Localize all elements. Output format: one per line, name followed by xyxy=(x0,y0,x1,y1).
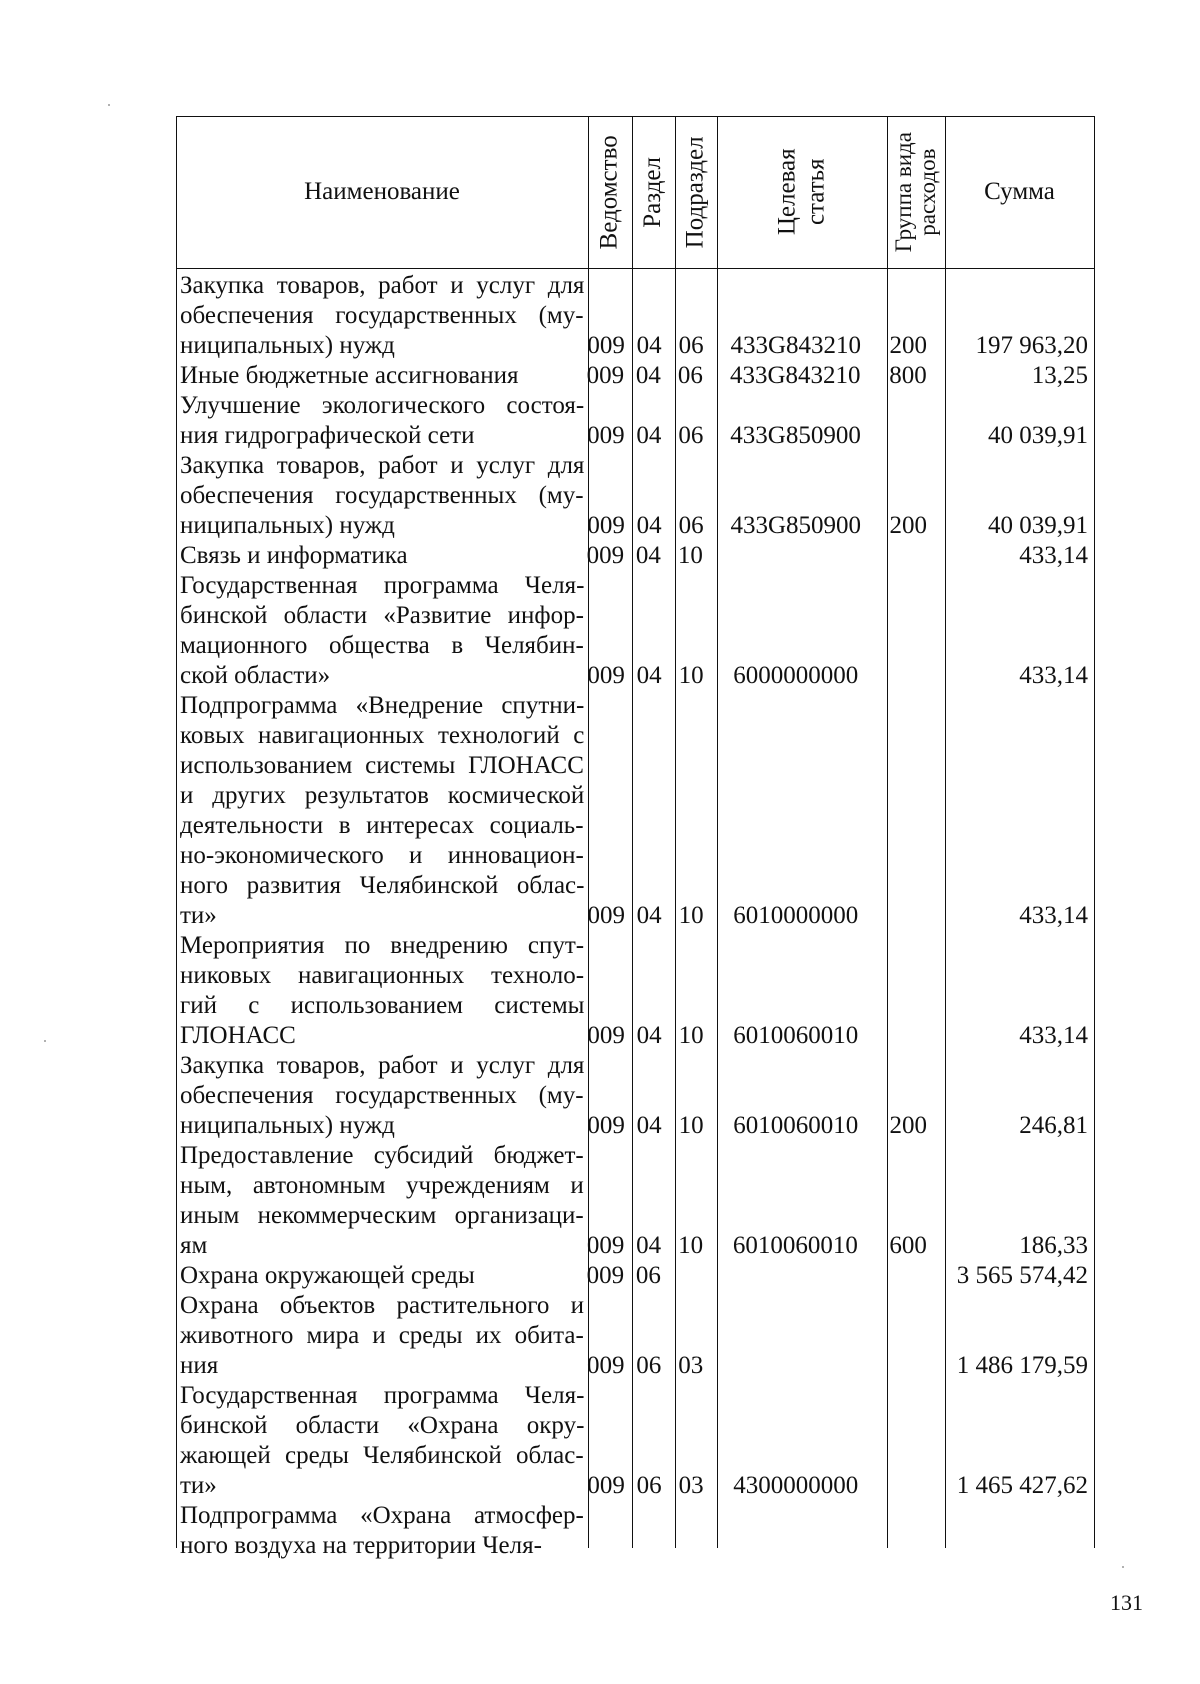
table-row xyxy=(176,1141,1094,1261)
row-podrazdel: 10 xyxy=(678,662,704,689)
header-celevaya-line2: статья xyxy=(801,158,829,226)
row-name xyxy=(176,451,584,541)
row-summa: 1 486 179,59 xyxy=(956,1352,1088,1379)
row-name-line: ти» xyxy=(180,1472,217,1499)
row-razdel: 04 xyxy=(636,422,662,449)
table-row xyxy=(176,1261,1094,1291)
row-name-line: Государственная программа Челя- xyxy=(180,1382,585,1409)
row-summa: 13,25 xyxy=(1031,362,1088,389)
header-bottom-border xyxy=(176,268,1094,269)
row-summa: 433,14 xyxy=(1019,902,1088,929)
row-name-line: ного воздуха на территории Челя- xyxy=(180,1532,542,1559)
row-name-line: Охрана объектов растительного и xyxy=(180,1292,584,1319)
header-summa xyxy=(945,116,1094,268)
header-summa-text: Сумма xyxy=(984,177,1055,205)
page-number: 131 xyxy=(1110,1590,1143,1615)
row-summa: 433,14 xyxy=(1019,542,1088,569)
row-vedomstvo: 009 xyxy=(587,512,625,539)
row-razdel: 04 xyxy=(636,512,662,539)
row-razdel: 04 xyxy=(635,362,661,389)
table-row xyxy=(176,1381,1094,1501)
budget-table xyxy=(176,116,1094,1559)
row-vedomstvo: 009 xyxy=(586,362,625,389)
row-name-line: Закупка товаров, работ и услуг для xyxy=(180,452,585,479)
row-podrazdel: 10 xyxy=(678,1022,704,1049)
row-gruppa-vida: 200 xyxy=(889,332,928,359)
scan-speck xyxy=(1122,1566,1124,1568)
table-row xyxy=(176,571,1094,691)
row-celevaya-statya: 6000000000 xyxy=(733,662,859,689)
row-name-line: деятельности в интересах социаль- xyxy=(180,812,584,839)
table-row xyxy=(176,541,1094,571)
row-vedomstvo: 009 xyxy=(586,542,625,569)
row-name-line: бинской области «Охрана окру- xyxy=(180,1412,585,1439)
row-name-line: обеспечения государственных (му- xyxy=(180,302,584,329)
row-name-line: ния гидрографической сети xyxy=(180,422,475,449)
header-name xyxy=(176,116,588,268)
row-podrazdel: 06 xyxy=(678,422,704,449)
row-vedomstvo: 009 xyxy=(586,1262,625,1289)
row-name-line: и других результатов космической xyxy=(180,782,585,809)
row-name xyxy=(176,1261,584,1291)
row-name-line: Подпрограмма «Охрана атмосфер- xyxy=(180,1502,584,1529)
table-row xyxy=(176,361,1094,391)
table-row xyxy=(176,931,1094,1051)
row-name-line: ниципальных) нужд xyxy=(180,332,395,359)
row-podrazdel: 10 xyxy=(678,902,704,929)
row-celevaya-statya: 433G850900 xyxy=(730,422,861,449)
table-row xyxy=(176,1291,1094,1381)
row-vedomstvo: 009 xyxy=(587,1472,625,1499)
header-celevaya-rotated xyxy=(773,149,831,236)
row-vedomstvo: 009 xyxy=(587,1112,625,1139)
header-vedomstvo-text: Ведомство xyxy=(595,134,623,250)
row-gruppa-vida: 200 xyxy=(889,1112,928,1139)
row-name xyxy=(176,1381,584,1501)
row-vedomstvo: 009 xyxy=(587,662,625,689)
row-name-line: Мероприятия по внедрению спут- xyxy=(180,932,585,959)
row-name-line: ным, автономным учреждениям и xyxy=(180,1172,584,1199)
row-podrazdel: 10 xyxy=(678,1232,704,1259)
row-celevaya-statya: 6010060010 xyxy=(733,1022,859,1049)
row-podrazdel: 10 xyxy=(677,542,703,569)
row-name xyxy=(176,1051,584,1141)
row-podrazdel: 06 xyxy=(678,512,704,539)
row-name-line: использованием системы ГЛОНАСС xyxy=(180,752,584,779)
row-vedomstvo: 009 xyxy=(586,1232,625,1259)
row-name-line: гий с использованием системы xyxy=(180,992,585,1019)
row-summa: 433,14 xyxy=(1019,1022,1088,1049)
table-row xyxy=(176,451,1094,541)
row-name-line: Охрана окружающей среды xyxy=(180,1262,475,1289)
row-razdel: 04 xyxy=(636,902,662,929)
row-razdel: 04 xyxy=(636,332,662,359)
header-podrazdel-text: Подраздел xyxy=(681,136,709,248)
row-name-line: Предоставление субсидий бюджет- xyxy=(180,1142,584,1169)
row-name-line: ГЛОНАСС xyxy=(180,1022,296,1049)
header-name-text: Наименование xyxy=(304,177,460,205)
table-row xyxy=(176,1501,1094,1561)
row-vedomstvo: 009 xyxy=(587,332,625,359)
row-razdel: 06 xyxy=(635,1262,661,1289)
row-name xyxy=(176,361,584,391)
row-gruppa-vida: 800 xyxy=(889,362,927,389)
header-gruppa-line1: Группа вида xyxy=(890,131,916,253)
row-summa: 40 039,91 xyxy=(987,512,1088,539)
row-celevaya-statya: 433G843210 xyxy=(729,362,861,389)
table-row xyxy=(176,391,1094,451)
row-name-line: Улучшение экологического состоя- xyxy=(180,392,585,419)
row-name-line: ям xyxy=(180,1232,208,1259)
row-summa: 246,81 xyxy=(1019,1112,1088,1139)
row-razdel: 04 xyxy=(636,1022,662,1049)
row-vedomstvo: 009 xyxy=(587,902,625,929)
row-podrazdel: 10 xyxy=(678,1112,704,1139)
row-celevaya-statya: 6010060010 xyxy=(732,1232,858,1259)
row-name-line: Закупка товаров, работ и услуг для xyxy=(180,272,585,299)
row-name-line: Иные бюджетные ассигнования xyxy=(180,362,519,389)
row-name-line: иным некоммерческим организаци- xyxy=(180,1202,584,1229)
row-summa: 186,33 xyxy=(1019,1232,1088,1259)
row-name-line: ного развития Челябинской облас- xyxy=(180,872,585,899)
row-razdel: 04 xyxy=(635,542,661,569)
row-name-line: никовых навигационных техноло- xyxy=(180,962,585,989)
row-name-line: Подпрограмма «Внедрение спутни- xyxy=(180,692,585,719)
row-name xyxy=(176,1501,584,1561)
header-celevaya-line1: Целевая xyxy=(773,148,801,236)
row-name-line: обеспечения государственных (му- xyxy=(180,1082,584,1109)
row-name-line: жающей среды Челябинской облас- xyxy=(180,1442,584,1469)
row-celevaya-statya: 6010000000 xyxy=(733,902,859,929)
row-name-line: ковых навигационных технологий с xyxy=(180,722,585,749)
row-name xyxy=(176,931,584,1051)
row-podrazdel: 06 xyxy=(677,362,703,389)
row-gruppa-vida: 200 xyxy=(889,512,928,539)
table-row xyxy=(176,271,1094,361)
row-podrazdel: 03 xyxy=(678,1472,704,1499)
row-name xyxy=(176,1291,584,1381)
row-razdel: 06 xyxy=(636,1352,662,1379)
row-summa: 1 465 427,62 xyxy=(956,1472,1088,1499)
row-name xyxy=(176,391,584,451)
table-row xyxy=(176,691,1094,931)
row-summa: 433,14 xyxy=(1019,662,1088,689)
header-razdel xyxy=(632,116,675,268)
row-name-line: но-экономического и инновацион- xyxy=(180,842,584,869)
row-vedomstvo: 009 xyxy=(587,422,625,449)
row-name xyxy=(176,1141,584,1261)
row-celevaya-statya: 433G843210 xyxy=(730,332,861,359)
row-celevaya-statya: 4300000000 xyxy=(733,1472,859,1499)
row-name xyxy=(176,271,584,361)
row-name-line: мационного общества в Челябин- xyxy=(180,632,584,659)
row-gruppa-vida: 600 xyxy=(889,1232,927,1259)
row-name-line: бинской области «Развитие инфор- xyxy=(180,602,584,629)
row-name-line: обеспечения государственных (му- xyxy=(180,482,584,509)
header-gruppa-rotated xyxy=(892,132,940,252)
header-razdel-text: Раздел xyxy=(639,156,667,228)
header-celevaya-statya xyxy=(717,116,887,268)
row-razdel: 06 xyxy=(636,1472,662,1499)
row-celevaya-statya: 433G850900 xyxy=(730,512,861,539)
header-podrazdel xyxy=(675,116,717,268)
scan-speck xyxy=(108,104,110,106)
row-name-line: ти» xyxy=(180,902,217,929)
row-name-line: ской области» xyxy=(180,662,331,689)
header-gruppa-line2: расходов xyxy=(915,148,941,236)
row-name xyxy=(176,541,584,571)
header-vedomstvo xyxy=(588,116,632,268)
row-name-line: ниципальных) нужд xyxy=(180,512,395,539)
row-name xyxy=(176,691,584,931)
row-name-line: Государственная программа Челя- xyxy=(180,572,585,599)
row-podrazdel: 06 xyxy=(678,332,704,359)
row-summa: 197 963,20 xyxy=(975,332,1088,359)
row-razdel: 04 xyxy=(636,1112,662,1139)
scan-speck xyxy=(44,1040,46,1042)
column-divider xyxy=(1094,116,1095,1548)
row-name-line: Закупка товаров, работ и услуг для xyxy=(180,1052,585,1079)
row-name-line: Связь и информатика xyxy=(180,542,408,569)
row-celevaya-statya: 6010060010 xyxy=(733,1112,859,1139)
row-name xyxy=(176,571,584,691)
row-podrazdel: 03 xyxy=(678,1352,704,1379)
row-name-line: ния xyxy=(180,1352,219,1379)
row-razdel: 04 xyxy=(636,662,662,689)
row-razdel: 04 xyxy=(636,1232,662,1259)
header-gruppa-vida xyxy=(887,116,945,268)
row-summa: 40 039,91 xyxy=(987,422,1088,449)
row-name-line: животного мира и среды их обита- xyxy=(180,1322,584,1349)
row-vedomstvo: 009 xyxy=(587,1022,625,1049)
row-summa: 3 565 574,42 xyxy=(956,1262,1088,1289)
row-name-line: ниципальных) нужд xyxy=(180,1112,395,1139)
table-body xyxy=(176,271,1094,1561)
row-vedomstvo: 009 xyxy=(586,1352,625,1379)
table-row xyxy=(176,1051,1094,1141)
